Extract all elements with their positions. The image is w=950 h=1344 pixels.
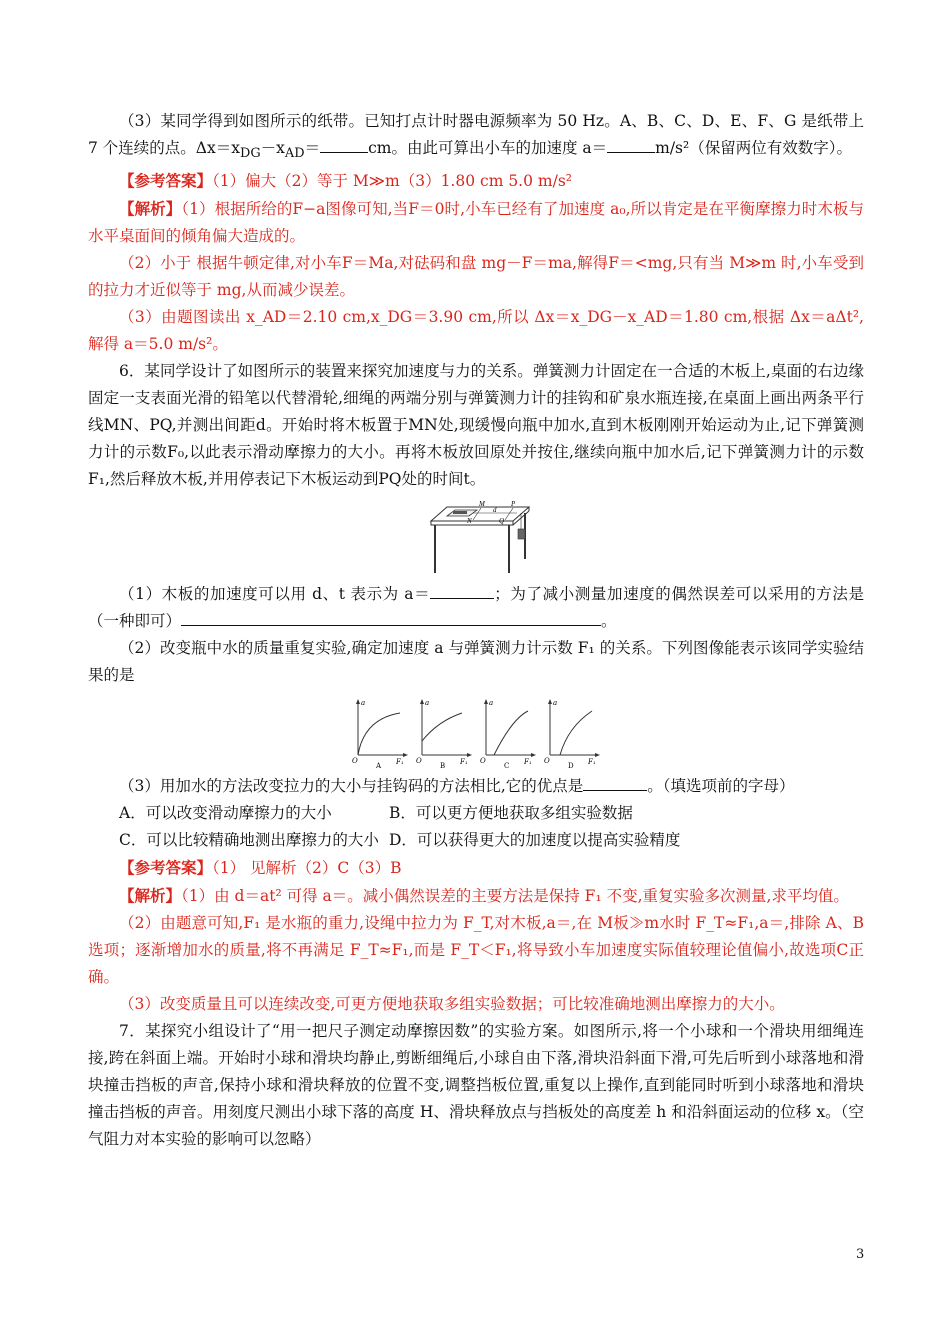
svg-text:O: O [480, 757, 486, 766]
label-P: P [511, 500, 516, 509]
experiment-apparatus-figure [421, 499, 531, 575]
q7-stem: 7．某探究小组设计了“用一把尺子测定动摩擦因数”的实验方案。如图所示,将一个小球和一个滑块用细绳连接,跨在斜面上端。开始时小球和滑块均静止,剪断细绳后,小球自由下落,滑块沿斜面下滑,可先后听到小球落地和滑块撞击挡板的声音,保持小球和滑块释放的位置不变,调整挡板位置,重复以上操作,直到能同时听到小球落地和滑块撞击挡板的声音。用刻度尺测出小球下落的高度 H、滑块释放点与挡板处的高度差 h 和沿斜面运动的位移 x。（空气阻力对本实验的影响可以忽略） [88, 1022, 864, 1149]
svg-text:C: C [504, 762, 510, 770]
q6-part3: （3）用加水的方法改变拉力的大小与挂钩码的方法相比,它的优点是 。（填选项前的字母） [119, 777, 795, 796]
q5-part3: （3）某同学得到如图所示的纸带。已知打点计时器电源频率为 50 Hz。A、B、C、D、E、F、G 是纸带上 7 个连续的点。$\Delta x=x_{DG}-x_{AD}=$ cm。由此可算出小车的加速度 a＝ m/s²（保留两位有效数字）。 [88, 112, 864, 162]
svg-text:a: a [489, 699, 494, 708]
q6-answer: 【参考答案】（1） 见解析（2）C（3）B [119, 858, 402, 878]
q5-answer: 【参考答案】（1）偏大（2）等于 M≫m（3）1.80 cm 5.0 m/s² [119, 171, 572, 191]
graph-d [542, 697, 602, 769]
graph-c [478, 697, 538, 769]
label-N: N [467, 517, 472, 526]
q6-part1: （1）木板的加速度可以用 d、t 表示为 a＝ ；为了减小测量加速度的偶然误差可以采用的方法是（一种即可） 。 [88, 585, 864, 631]
q6-analysis-3: （3）改变质量且可以连续改变,可更方便地获取多组实验数据；可比较准确地测出摩擦力的大小。 [119, 995, 785, 1014]
svg-text:A: A [376, 762, 382, 770]
q5-analysis-2: （2）小于 根据牛顿定律,对小车F＝Ma,对砝码和盘 mg－F＝ma,解得F＝<mg,只有当 M≫m 时,小车受到的拉力才近似等于 mg,从而减少误差。 [88, 254, 864, 300]
svg-text:O: O [416, 757, 422, 766]
answer-blank[interactable] [607, 138, 655, 153]
answer-blank[interactable] [583, 776, 647, 791]
svg-text:B: B [440, 762, 446, 770]
q6-analysis-1: 【解析】（1）由 d＝at² 可得 a＝。减小偶然误差的主要方法是保持 F₁ 不变,重复实验多次测量,求平均值。 [119, 886, 849, 906]
q6-options-row1 [88, 800, 864, 827]
q6-options-row2 [88, 827, 864, 854]
q6-part2: （2）改变瓶中水的质量重复实验,确定加速度 a 与弹簧测力计示数 F₁ 的关系。下列图像能表示该同学实验结果的是 [88, 639, 864, 685]
svg-text:F₁: F₁ [460, 758, 468, 767]
graph-b [414, 697, 474, 769]
graph-a [350, 697, 410, 769]
page-content [88, 108, 864, 1153]
svg-text:a: a [553, 699, 558, 708]
option-a[interactable]: A．可以改变滑动摩擦力的大小 [119, 804, 332, 823]
label-d: d [493, 506, 497, 515]
option-c[interactable]: C．可以比较精确地测出摩擦力的大小 [119, 831, 379, 850]
option-b[interactable]: B．可以更方便地获取多组实验数据 [389, 804, 633, 823]
svg-text:a: a [361, 699, 366, 708]
label-M: M [479, 500, 485, 509]
graph-options [88, 697, 864, 769]
svg-text:F₁: F₁ [396, 758, 404, 767]
label-Q: Q [499, 517, 505, 526]
svg-text:O: O [352, 757, 358, 766]
answer-blank[interactable] [320, 138, 368, 153]
svg-text:O: O [544, 757, 550, 766]
q5-analysis-1: 【解析】（1）根据所给的F−a图像可知,当F＝0时,小车已经有了加速度 a₀,所以肯定是在平衡摩擦力时木板与水平桌面间的倾角偏大造成的。 [88, 199, 864, 246]
q5-analysis-3: （3）由题图读出 x_AD＝2.10 cm,x_DG＝3.90 cm,所以 Δx＝x_DG－x_AD＝1.80 cm,根据 Δx＝aΔt²,解得 a＝5.0 m/s²。 [88, 308, 864, 354]
page-number: 3 [856, 1247, 865, 1262]
svg-text:F₁: F₁ [588, 758, 596, 767]
q6-analysis-2: （2）由题意可知,F₁ 是水瓶的重力,设绳中拉力为 F_T,对木板,a＝,在 M板≫m水时 F_T≈F₁,a＝,排除 A、B 选项；逐渐增加水的质量,将不再满足 F_T≈F₁,而是 F_T＜F₁,将导致小车加速度实际值较理论值偏小,故选项C正确。 [88, 914, 864, 987]
svg-text:F₁: F₁ [524, 758, 532, 767]
option-d[interactable]: D．可以获得更大的加速度以提高实验精度 [389, 831, 681, 850]
svg-text:D: D [568, 762, 574, 770]
answer-blank[interactable] [181, 611, 601, 626]
svg-text:a: a [425, 699, 430, 708]
q6-stem: 6．某同学设计了如图所示的装置来探究加速度与力的关系。弹簧测力计固定在一合适的木板上,桌面的右边缘固定一支表面光滑的铅笔以代替滑轮,细绳的两端分别与弹簧测力计的挂钩和矿泉水瓶连接,在桌面上画出两条平行线MN、PQ,并测出间距d。开始时将木板置于MN处,现缓慢向瓶中加水,直到木板刚刚开始运动为止,记下弹簧测力计的示数F₀,以此表示滑动摩擦力的大小。再将木板放回原处并按住,继续向瓶中加水后,记下弹簧测力计的示数F₁,然后释放木板,并用停表记下木板运动到PQ处的时间t。 [88, 362, 864, 489]
answer-blank[interactable] [430, 584, 494, 599]
